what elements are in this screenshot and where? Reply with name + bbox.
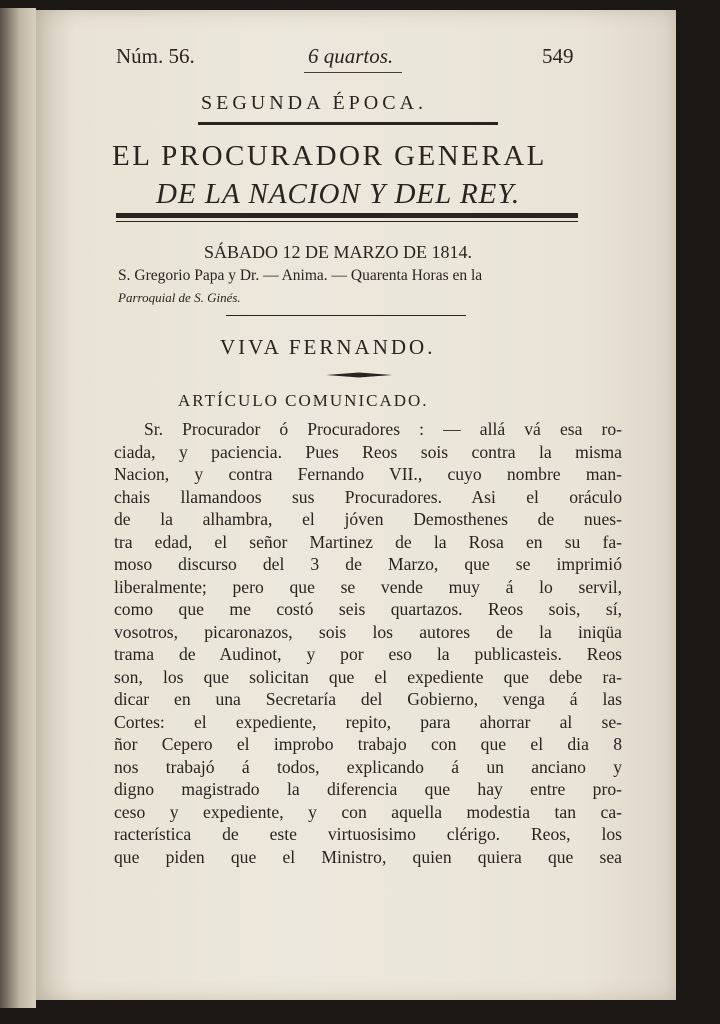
article-line: ñor Cepero el improbo trabajo con que el dia 8	[114, 734, 622, 754]
article-line: liberalmente; pero que se vende muy á lo servil,	[114, 576, 622, 597]
article-line: moso discurso del 3 de Marzo, que se imprimió	[114, 554, 622, 574]
article-line: Sr. Procurador ó Procuradores : — allá vá esa ro-	[144, 419, 622, 439]
saints-of-day-cont: Parroquial de S. Ginés.	[118, 290, 241, 305]
article-line: son, los que solicitan que el expediente que debe ra-	[114, 666, 622, 687]
article-heading: ARTÍCULO COMUNICADO.	[178, 391, 429, 410]
epoch-heading: SEGUNDA ÉPOCA.	[201, 92, 428, 114]
article-line: tra edad, el señor Martinez de la Rosa en su fa-	[114, 531, 622, 552]
masthead-rule-thick	[116, 213, 578, 218]
viva-banner: VIVA FERNANDO.	[220, 335, 436, 359]
article-line: chais llamandoos sus Procuradores. Asi el oráculo	[114, 486, 622, 507]
dateline-rule	[226, 315, 466, 316]
article-line: trama de Audinot, y por eso la publicasteis. Reos	[114, 644, 622, 664]
article-body	[114, 418, 622, 868]
article-line: racterística de este virtuosisimo clérigo. Reos, los	[114, 824, 622, 844]
newspaper-page	[36, 10, 676, 1000]
article-line: como que me costó seis quartazos. Reos sois, sí,	[114, 599, 622, 619]
article-line: de la alhambra, el jóven Demosthenes de nues-	[114, 509, 622, 529]
saints-of-day: S. Gregorio Papa y Dr. — Anima. — Quarenta Horas en la	[118, 267, 483, 284]
article-line: ceso y expediente, y con aquella modestia tan ca-	[114, 801, 622, 822]
article-line: dicar en una Secretaría del Gobierno, venga á las	[114, 689, 622, 709]
page-number: 549	[542, 44, 574, 68]
article-line: que piden que el Ministro, quien quiera que sea	[114, 846, 622, 867]
issue-price: 6 quartos.	[308, 44, 394, 68]
issue-date: SÁBADO 12 DE MARZO DE 1814.	[204, 242, 473, 262]
article-line: vosotros, picaronazos, sois los autores de la iniqüa	[114, 621, 622, 642]
masthead-rule-thin	[116, 221, 578, 222]
epoch-rule	[198, 122, 498, 125]
price-underline	[304, 72, 402, 73]
masthead-title: EL PROCURADOR GENERAL	[112, 140, 547, 172]
article-line: nos trabajó á todos, explicando á un anciano y	[114, 756, 622, 777]
article-line: digno magistrado la diferencia que hay entre pro-	[114, 779, 622, 799]
article-line: Nacion, y contra Fernando VII., cuyo nombre man-	[114, 464, 622, 484]
masthead-subtitle: DE LA NACION Y DEL REY.	[156, 178, 521, 210]
ornament-divider	[326, 372, 392, 378]
article-line: ciada, y paciencia. Pues Reos sois contra la misma	[114, 441, 622, 462]
adjacent-page-edge	[0, 8, 36, 1008]
issue-number: Núm. 56.	[116, 44, 195, 68]
article-line: Cortes: el expediente, repito, para ahorrar al se-	[114, 711, 622, 732]
